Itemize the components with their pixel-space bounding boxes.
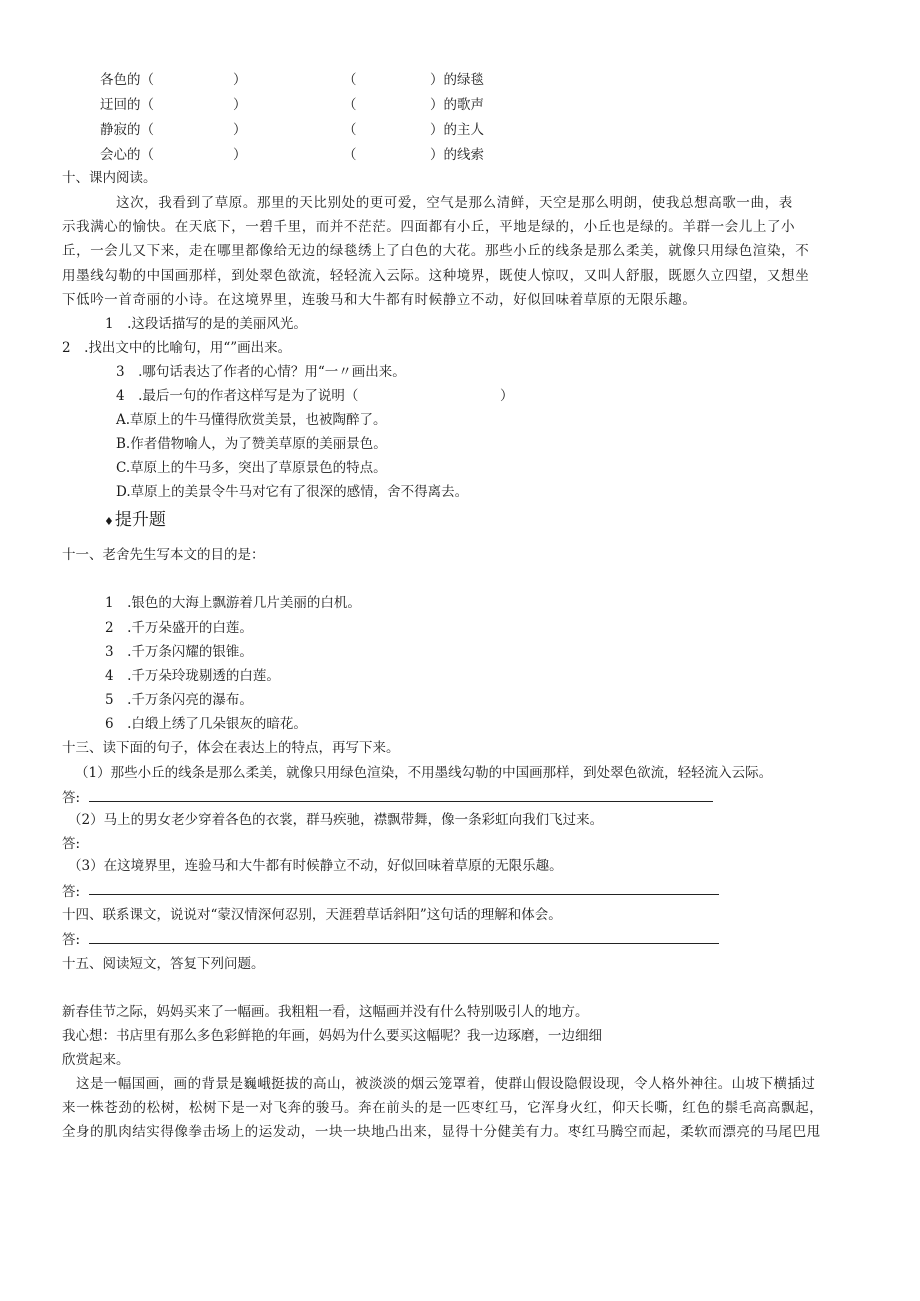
section-14-title: 十四、联系课文，说说对“蒙汉情深何忍别，天涯碧草话斜阳”这句话的理解和体会。 [62,907,562,923]
option-b: B.作者借物喻人，为了赞美草原的美丽景色。 [116,436,387,452]
fill-row-1-close: ） [233,72,247,88]
fill-row-4-right: ）的线索 [430,147,484,163]
answer-14-label: 答: [62,932,81,948]
answer-3-line[interactable] [89,894,719,895]
fill-row-3-right-open: （ [343,122,357,138]
fill-row-3-left: 静寂的（ [100,122,154,138]
story-p1: 新春佳节之际，妈妈买来了一幅画。我粗粗一看，这幅画并没有什么特别吸引人的地方。 [62,1004,589,1020]
fill-row-2-right: ）的歌声 [430,97,484,113]
question-2: 2 .找出文中的比喻句，用“”画出来。 [62,340,292,356]
list-item-6: 6 .白缎上绣了几朵银灰的暗花。 [105,716,307,732]
sentence-1: （1）那些小丘的线条是那么柔美，就像只用绿色渲染，不用墨线勾勒的中国画那样，到处翠色欲流，轻轻流入云际。 [75,765,773,781]
story-p4-line-1: 这是一幅国画，画的背景是巍峨挺拔的高山，被淡淡的烟云笼罩着，使群山假设隐假设现，令人格外神往。山坡下横插过 [76,1076,816,1092]
list-item-1: 1 .银色的大海上飘游着几片美丽的白机。 [105,595,361,611]
question-3: 3 .哪句话表达了作者的心情？用“一〃画出来。 [116,364,406,380]
option-c: C.草原上的牛马多，突出了草原景色的特点。 [116,460,387,476]
answer-2-label: 答: [62,836,81,852]
fill-row-3-close: ） [233,122,247,138]
answer-14-line[interactable] [89,943,719,944]
tisheng-title: 提升题 [114,510,166,530]
fill-row-2-right-open: （ [343,97,357,113]
sentence-2: （2）马上的男女老少穿着各色的衣裳，群马疾驰，襟飘带舞，像一条彩虹向我们飞过来。 [68,812,604,828]
question-4-close: ） [500,388,514,404]
fill-row-1-left: 各色的（ [100,72,154,88]
fill-row-1-right-open: （ [343,72,357,88]
section-13-title: 十三、读下面的句子，体会在表达上的特点，再写下来。 [62,740,400,756]
passage-line-2: 示我满心的愉快。在天底下，一碧千里，而并不茫茫。四面都有小丘，平地是绿的，小丘也是绿的。羊群一会儿上了小 [62,219,796,235]
answer-3-label: 答: [62,884,81,900]
fill-row-2-close: ） [233,97,247,113]
question-1: 1 .这段话描写的是的美丽风光。 [105,316,307,332]
story-p2: 我心想：书店里有那么多色彩鲜艳的年画，妈妈为什么要买这幅呢？我一边琢磨，一边细细 [62,1028,602,1044]
fill-row-2-left: 迂回的（ [100,97,154,113]
passage-line-3: 丘，一会儿又下来，走在哪里都像给无边的绿毯绣上了白色的大花。那些小丘的线条是那么柔美，就像只用绿色渲染，不 [62,243,810,259]
passage-line-5: 下低吟一首奇丽的小诗。在这境界里，连骏马和大牛都有时候静立不动，好似回味着草原的无限乐趣。 [62,292,697,308]
section-10-title: 十、课内阅读。 [62,170,157,186]
question-4: 4 .最后一句的作者这样写是为了说明（ [116,388,359,404]
answer-1-label: 答: [62,790,81,806]
answer-1-line[interactable] [89,801,713,802]
tisheng-heading [104,510,166,532]
passage-line-4: 用墨线勾勒的中国画那样，到处翠色欲流，轻轻流入云际。这种境界，既使人惊叹，又叫人舒服，既愿久立四望，又想坐 [62,268,810,284]
story-p4-line-2: 来一株苍劲的松树，松树下是一对飞奔的骏马。奔在前头的是一匹枣红马，它浑身火红，仰天长嘶，红色的鬃毛高高飘起， [62,1100,824,1116]
sentence-3: （3）在这境界里，连验马和大牛都有时候静立不动，好似回味着草原的无限乐趣。 [68,858,563,874]
story-p4-line-3: 全身的肌肉结实得像拳击场上的运发动，一块一块地凸出来，显得十分健美有力。枣红马腾空而起，柔软而漂亮的马尾巴甩 [62,1124,821,1140]
list-item-5: 5 .千万条闪亮的瀑布。 [105,692,253,708]
fill-row-4-right-open: （ [343,147,357,163]
diamond-icon: ♦ [104,515,114,528]
section-11-title: 十一、老舍先生写本文的目的是： [62,547,265,563]
fill-row-4-left: 会心的（ [100,147,154,163]
section-15-title: 十五、阅读短文，答复下列问题。 [62,956,265,972]
story-p3: 欣赏起来。 [62,1052,130,1068]
fill-row-3-right: ）的主人 [430,122,484,138]
list-item-2: 2 .千万朵盛开的白莲。 [105,620,253,636]
list-item-3: 3 .千万条闪耀的银锥。 [105,644,253,660]
fill-row-1-right: ）的绿毯 [430,72,484,88]
passage-line-1: 这次，我看到了草原。那里的天比别处的更可爱，空气是那么清鲜，天空是那么明朗，使我总想高歌一曲，表 [116,195,793,211]
list-item-4: 4 .千万朵玲珑剔透的白莲。 [105,668,280,684]
option-a: A.草原上的牛马懂得欣赏美景，也被陶醉了。 [116,412,387,428]
fill-row-4-close: ） [233,147,247,163]
option-d: D.草原上的美景令牛马对它有了很深的感情，舍不得离去。 [116,484,469,500]
